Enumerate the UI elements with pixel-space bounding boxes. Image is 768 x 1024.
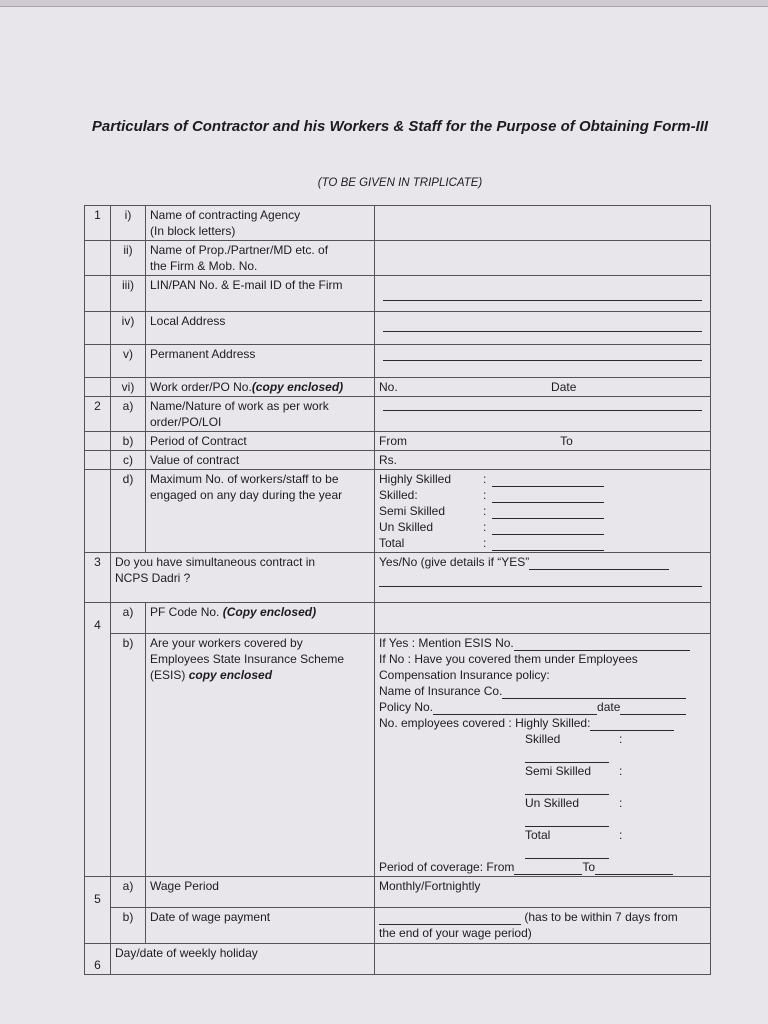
sub-number: c): [111, 451, 146, 470]
section-number: 6: [85, 944, 111, 975]
row-label: Day/date of weekly holiday: [111, 944, 375, 975]
row-label: Are your workers covered by Employees State Insurance Scheme (ESIS) copy enclosed: [146, 634, 375, 877]
table-row: [85, 432, 711, 451]
section-number: 2: [85, 397, 111, 432]
local-address-field[interactable]: [375, 312, 711, 345]
row-label: Do you have simultaneous contract in NCPS Dadri ?: [111, 553, 375, 603]
sub-number: b): [111, 432, 146, 451]
table-row: [85, 451, 711, 470]
sub-number: a): [111, 877, 146, 908]
table-row: [85, 345, 711, 378]
row-label: PF Code No. (Copy enclosed): [146, 603, 375, 634]
row-label: Name of contracting Agency (In block letters): [146, 206, 375, 241]
row-label: Work order/PO No.(copy enclosed): [146, 378, 375, 397]
row-label: Local Address: [146, 312, 375, 345]
table-row: [85, 877, 711, 908]
particulars-table: [84, 205, 711, 975]
period-field[interactable]: From To: [375, 432, 711, 451]
lin-pan-field[interactable]: [375, 276, 711, 312]
proprietor-field[interactable]: [375, 241, 711, 276]
row-label: Permanent Address: [146, 345, 375, 378]
sub-number: vi): [111, 378, 146, 397]
table-row: [85, 634, 711, 877]
form-subtitle: (TO BE GIVEN IN TRIPLICATE): [317, 177, 483, 189]
sub-number: a): [111, 603, 146, 634]
section-number: 3: [85, 553, 111, 603]
table-row: [85, 378, 711, 397]
form-title: Particulars of Contractor and his Workers & Staff for the Purpose of Obtaining Form-III: [91, 118, 709, 135]
sub-number: v): [111, 345, 146, 378]
sub-number: i): [111, 206, 146, 241]
value-field[interactable]: Rs.: [375, 451, 711, 470]
workers-count-field[interactable]: Highly Skilled : Skilled: : Semi Skilled : Un Skilled : Total :: [375, 470, 711, 553]
table-row: [85, 470, 711, 553]
wage-period-field[interactable]: Monthly/Fortnightly: [375, 877, 711, 908]
table-row: [85, 944, 711, 975]
simultaneous-contract-field[interactable]: Yes/No (give details if “YES”: [375, 553, 711, 603]
pf-code-field[interactable]: [375, 603, 711, 634]
table-row: [85, 276, 711, 312]
row-label: Maximum No. of workers/staff to be engaged on any day during the year: [146, 470, 375, 553]
esis-details-field[interactable]: If Yes : Mention ESIS No. If No : Have you covered them under Employees Compensation Insurance policy: Name of Insurance Co. Policy No. date No. employees covered : Highly Skilled: Skilled : Semi Skilled : Un Skilled : Total : Period of coverage: From To: [375, 634, 711, 877]
row-label: Period of Contract: [146, 432, 375, 451]
row-label: Value of contract: [146, 451, 375, 470]
wage-payment-date-field[interactable]: (has to be within 7 days from the end of your wage period): [375, 908, 711, 944]
section-number: 1: [85, 206, 111, 241]
section-number: 4: [85, 603, 111, 877]
table-row: [85, 206, 711, 241]
sub-number: ii): [111, 241, 146, 276]
section-number: 5: [85, 877, 111, 944]
work-order-field[interactable]: No. Date: [375, 378, 711, 397]
row-label: Wage Period: [146, 877, 375, 908]
row-label: Name of Prop./Partner/MD etc. of the Firm & Mob. No.: [146, 241, 375, 276]
sub-number: b): [111, 908, 146, 944]
table-row: [85, 553, 711, 603]
row-label: LIN/PAN No. & E-mail ID of the Firm: [146, 276, 375, 312]
table-row: [85, 241, 711, 276]
table-row: [85, 603, 711, 634]
permanent-address-field[interactable]: [375, 345, 711, 378]
page-top-edge: [0, 0, 768, 7]
sub-number: a): [111, 397, 146, 432]
weekly-holiday-field[interactable]: [375, 944, 711, 975]
nature-of-work-field[interactable]: [375, 397, 711, 432]
sub-number: b): [111, 634, 146, 877]
sub-number: d): [111, 470, 146, 553]
table-row: [85, 397, 711, 432]
sub-number: iii): [111, 276, 146, 312]
sub-number: iv): [111, 312, 146, 345]
table-row: [85, 908, 711, 944]
row-label: Date of wage payment: [146, 908, 375, 944]
row-label: Name/Nature of work as per work order/PO/LOI: [146, 397, 375, 432]
agency-name-field[interactable]: [375, 206, 711, 241]
table-row: [85, 312, 711, 345]
